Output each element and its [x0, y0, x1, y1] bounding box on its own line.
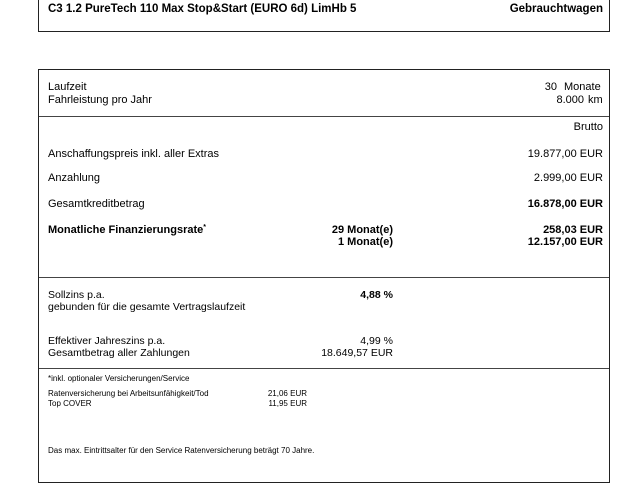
divider-pricing: [39, 277, 609, 278]
anschaffung-label: Anschaffungspreis inkl. aller Extras: [48, 148, 219, 160]
financing-panel: [38, 69, 610, 483]
vehicle-model-title: C3 1.2 PureTech 110 Max Stop&Start (EURO 6d) LimHb 5: [48, 3, 357, 15]
fahrleistung-label: Fahrleistung pro Jahr: [48, 94, 152, 106]
rate-value-1: 258,03 EUR: [543, 224, 603, 236]
gesamt-value: 18.649,57 EUR: [321, 347, 393, 359]
anschaffung-value: 19.877,00 EUR: [527, 148, 603, 160]
insurance-item2-label: Top COVER: [48, 399, 92, 408]
brutto-heading: Brutto: [573, 121, 603, 133]
insurance-age-note: Das max. Eintrittsalter für den Service Ratenversicherung beträgt 70 Jahre.: [48, 446, 315, 455]
sollzins-sub: gebunden für die gesamte Vertragslaufzeit: [48, 301, 246, 313]
fahrleistung-value: 8.000: [556, 94, 584, 106]
kredit-label: Gesamtkreditbetrag: [48, 198, 145, 210]
divider-interest: [39, 368, 609, 369]
header-panel: [38, 0, 610, 32]
sollzins-label: Sollzins p.a.: [48, 289, 105, 301]
divider-term: [39, 116, 609, 117]
rate-footnote-star: *: [203, 224, 206, 231]
rate-months-1: 29 Monat(e): [331, 224, 393, 236]
anzahlung-value: 2.999,00 EUR: [533, 172, 603, 184]
sollzins-value: 4,88 %: [360, 289, 393, 301]
fahrleistung-unit: km: [588, 94, 603, 106]
effektiv-value: 4,99 %: [360, 335, 393, 347]
rate-value-2: 12.157,00 EUR: [527, 236, 603, 248]
insurance-item1-value: 21,06 EUR: [267, 389, 307, 398]
laufzeit-label: Laufzeit: [48, 81, 87, 93]
insurance-item2-value: 11,95 EUR: [268, 399, 307, 408]
gesamt-label: Gesamtbetrag aller Zahlungen: [48, 347, 190, 359]
insurance-note: *inkl. optionaler Versicherungen/Service: [48, 374, 190, 383]
kredit-value: 16.878,00 EUR: [527, 198, 603, 210]
anzahlung-label: Anzahlung: [48, 172, 100, 184]
rate-label: [48, 225, 206, 236]
rate-label-text: Monatliche Finanzierungsrate: [48, 224, 204, 236]
laufzeit-value: 30: [544, 81, 557, 93]
vehicle-category: Gebrauchtwagen: [509, 3, 603, 15]
effektiv-label: Effektiver Jahreszins p.a.: [48, 335, 166, 347]
rate-months-2: 1 Monat(e): [338, 236, 393, 248]
laufzeit-unit: Monate: [564, 81, 601, 93]
insurance-item1-label: Ratenversicherung bei Arbeitsunfähigkeit/Tod: [48, 389, 209, 398]
